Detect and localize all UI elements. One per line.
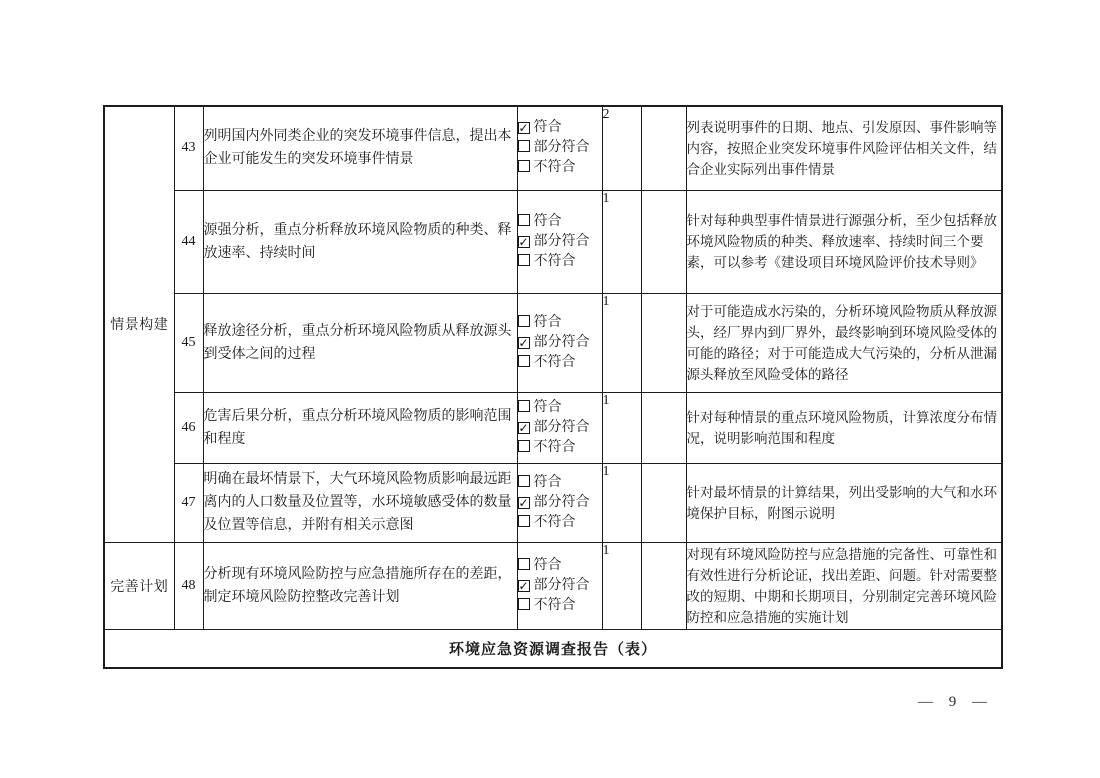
table-row [104,629,1002,668]
checkbox-label: 不符合 [533,160,576,176]
checkbox-option-row [518,212,602,232]
row-number: 43 [174,106,203,190]
checkbox-label: 部分符合 [533,334,590,350]
table-row [104,542,1002,629]
checkbox-option-row [518,313,602,333]
table-row [104,392,1002,463]
score-cell: 2 [602,106,641,190]
checkbox-label: 符合 [533,314,562,330]
empty-cell [641,463,686,542]
checkbox-label: 部分符合 [533,233,590,249]
remark-text: 针对每种情景的重点环境风险物质，计算浓度分布情况，说明影响范围和程度 [686,392,1002,463]
checkbox-label: 符合 [533,399,562,415]
checkbox-compliant[interactable] [518,315,530,327]
remark-text: 对于可能造成水污染的，分析环境风险物质从释放源头，经厂界内到厂界外，最终影响到环境风险受体的可能的路径；对于可能造成大气污染的，分析从泄漏源头释放至风险受体的路径 [686,293,1002,392]
requirement-text: 明确在最坏情景下，大气环境风险物质影响最远距离内的人口数量及位置等，水环境敏感受体的数量及位置等信息，并附有相关示意图 [203,463,517,542]
checkbox-label: 不符合 [533,597,576,613]
empty-cell [641,106,686,190]
checkbox-cell [517,463,602,542]
checkbox-option-row [518,438,602,458]
checkbox-partially-compliant[interactable]: ✓ [518,578,529,593]
category-cell-improvement-plan: 完善计划 [104,542,174,629]
checkbox-cell [517,542,602,629]
checkbox-cell [517,106,602,190]
checkbox-partially-compliant[interactable] [518,140,530,152]
checkbox-non-compliant[interactable] [518,598,530,610]
remark-text: 对现有环境风险防控与应急措施的完备性、可靠性和有效性进行分析论证，找出差距、问题。针对需要整改的短期、中期和长期项目，分别制定完善环境风险防控和应急措施的实施计划 [686,542,1002,629]
checkbox-non-compliant[interactable] [518,355,530,367]
checkbox-partially-compliant[interactable]: ✓ [518,420,529,435]
score-cell: 1 [602,392,641,463]
table-row [104,463,1002,542]
remark-text: 针对最坏情景的计算结果，列出受影响的大气和水环境保护目标，附图示说明 [686,463,1002,542]
page-number: — 9 — [918,694,988,710]
checkbox-option-row [518,418,602,438]
checkbox-option-row [518,118,602,138]
checkbox-option-row [518,513,602,533]
remark-text: 列表说明事件的日期、地点、引发原因、事件影响等内容，按照企业突发环境事件风险评估相关文件，结合企业实际列出事件情景 [686,106,1002,190]
empty-cell [641,293,686,392]
empty-cell [641,190,686,293]
checkbox-cell [517,293,602,392]
checkbox-option-row [518,493,602,513]
checkbox-partially-compliant[interactable]: ✓ [518,495,529,510]
checkbox-option-row [518,232,602,252]
checkbox-label: 部分符合 [533,140,590,156]
checkbox-option-row [518,138,602,158]
score-cell: 1 [602,463,641,542]
checkbox-non-compliant[interactable] [518,254,530,266]
checkbox-option-row [518,576,602,596]
checkbox-option-row [518,596,602,616]
checkbox-partially-compliant[interactable]: ✓ [518,335,529,350]
checkbox-option-row [518,333,602,353]
table-row [104,106,1002,190]
checkbox-label: 符合 [533,474,562,490]
checkbox-label: 部分符合 [533,494,590,510]
checkbox-non-compliant[interactable] [518,515,530,527]
requirement-text: 列明国内外同类企业的突发环境事件信息，提出本企业可能发生的突发环境事件情景 [203,106,517,190]
row-number: 47 [174,463,203,542]
checkbox-option-row [518,398,602,418]
table-row [104,293,1002,392]
checkbox-option-row [518,353,602,373]
checkbox-label: 不符合 [533,253,576,269]
checkbox-compliant[interactable] [518,558,530,570]
checkbox-option-row [518,252,602,272]
checkbox-compliant[interactable]: ✓ [518,121,529,136]
checkbox-option-row [518,158,602,178]
checkbox-compliant[interactable] [518,214,530,226]
checkbox-compliant[interactable] [518,475,530,487]
row-number: 45 [174,293,203,392]
checkbox-compliant[interactable] [518,400,530,412]
checkbox-option-row [518,473,602,493]
empty-cell [641,542,686,629]
checkbox-label: 部分符合 [533,419,590,435]
score-cell: 1 [602,190,641,293]
checkbox-label: 不符合 [533,514,576,530]
checkbox-cell [517,392,602,463]
checkbox-partially-compliant[interactable]: ✓ [518,234,529,249]
table-row [104,190,1002,293]
requirement-text: 源强分析，重点分析释放环境风险物质的种类、释放速率、持续时间 [203,190,517,293]
row-number: 44 [174,190,203,293]
score-cell: 1 [602,542,641,629]
table-footer-banner: 环境应急资源调查报告（表） [104,629,1002,668]
category-cell-scenario-construction: 情景构建 [104,106,174,542]
assessment-table [103,105,1003,669]
requirement-text: 分析现有环境风险防控与应急措施所存在的差距，制定环境风险防控整改完善计划 [203,542,517,629]
checkbox-non-compliant[interactable] [518,160,530,172]
checkbox-label: 不符合 [533,439,576,455]
requirement-text: 释放途径分析，重点分析环境风险物质从释放源头到受体之间的过程 [203,293,517,392]
checkbox-cell [517,190,602,293]
remark-text: 针对每种典型事件情景进行源强分析，至少包括释放环境风险物质的种类、释放速率、持续时间三个要素，可以参考《建设项目环境风险评价技术导则》 [686,190,1002,293]
checkbox-label: 不符合 [533,354,576,370]
checkbox-non-compliant[interactable] [518,440,530,452]
requirement-text: 危害后果分析，重点分析环境风险物质的影响范围和程度 [203,392,517,463]
score-cell: 1 [602,293,641,392]
checkbox-label: 符合 [533,557,562,573]
checkbox-label: 符合 [533,213,562,229]
row-number: 48 [174,542,203,629]
checkbox-option-row [518,556,602,576]
checkbox-label: 符合 [533,120,562,136]
checkbox-label: 部分符合 [533,577,590,593]
row-number: 46 [174,392,203,463]
empty-cell [641,392,686,463]
